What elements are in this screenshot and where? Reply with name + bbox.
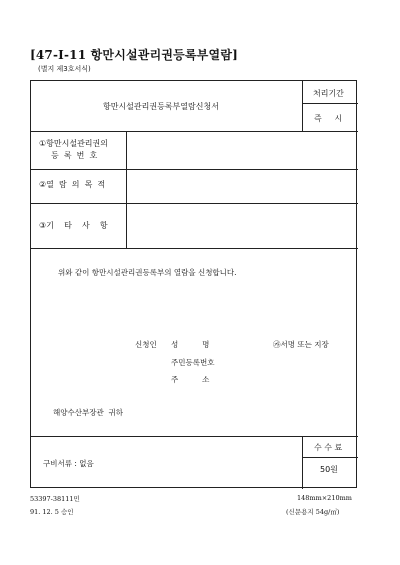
divider-fee-left bbox=[302, 436, 303, 489]
applicant-id-label: 주민등록번호 bbox=[171, 358, 215, 367]
applicant-signature-label: ㉮서명 또는 지장 bbox=[273, 340, 329, 349]
divider-footer-top bbox=[31, 436, 358, 437]
paper-size: 148mm×210mm bbox=[297, 494, 352, 502]
approval-date: 91. 12. 5 승인 bbox=[30, 508, 74, 516]
form-number: (별지 제3호서식) bbox=[38, 65, 91, 73]
processing-period-value: 즉 시 bbox=[314, 114, 343, 123]
applicant-prefix: 신청인 bbox=[135, 340, 157, 349]
field-purpose-value[interactable] bbox=[127, 170, 357, 203]
form-title: 항만시설관리권등록부열람신청서 bbox=[103, 102, 219, 111]
paper-type: (신문용지 54g/㎡) bbox=[286, 508, 340, 516]
fee-value: 50원 bbox=[320, 465, 338, 474]
field-other-value[interactable] bbox=[127, 204, 357, 248]
fee-label: 수 수 료 bbox=[314, 443, 343, 452]
field-registration-number-value[interactable] bbox=[127, 132, 357, 169]
divider-period-left bbox=[302, 81, 303, 131]
divider-field-3 bbox=[31, 248, 358, 249]
divider-period-mid bbox=[302, 103, 358, 104]
recipient: 해양수산부장관 귀하 bbox=[53, 408, 123, 417]
application-form bbox=[30, 80, 357, 488]
field-purpose-label: ②열 람 의 목 적 bbox=[39, 180, 106, 189]
form-code: 53397-38111민 bbox=[30, 495, 80, 503]
field-other-label: ③기 타 사 항 bbox=[39, 221, 108, 230]
divider-fee-mid bbox=[302, 457, 358, 458]
field-registration-number-label-2: 등 록 번 호 bbox=[51, 151, 98, 160]
required-documents: 구비서류 : 없음 bbox=[43, 459, 94, 468]
application-statement: 위와 같이 항만시설관리권등록부의 열람을 신청합니다. bbox=[58, 268, 237, 277]
processing-period-label: 처리기간 bbox=[313, 89, 344, 98]
applicant-name-label: 성 명 bbox=[171, 340, 210, 349]
document-title: [47-Ⅰ-11 항만시설관리권등록부열람] bbox=[30, 48, 239, 62]
field-registration-number-label: ①항만시설관리권의 bbox=[39, 139, 108, 148]
applicant-address-label: 주 소 bbox=[171, 375, 210, 384]
